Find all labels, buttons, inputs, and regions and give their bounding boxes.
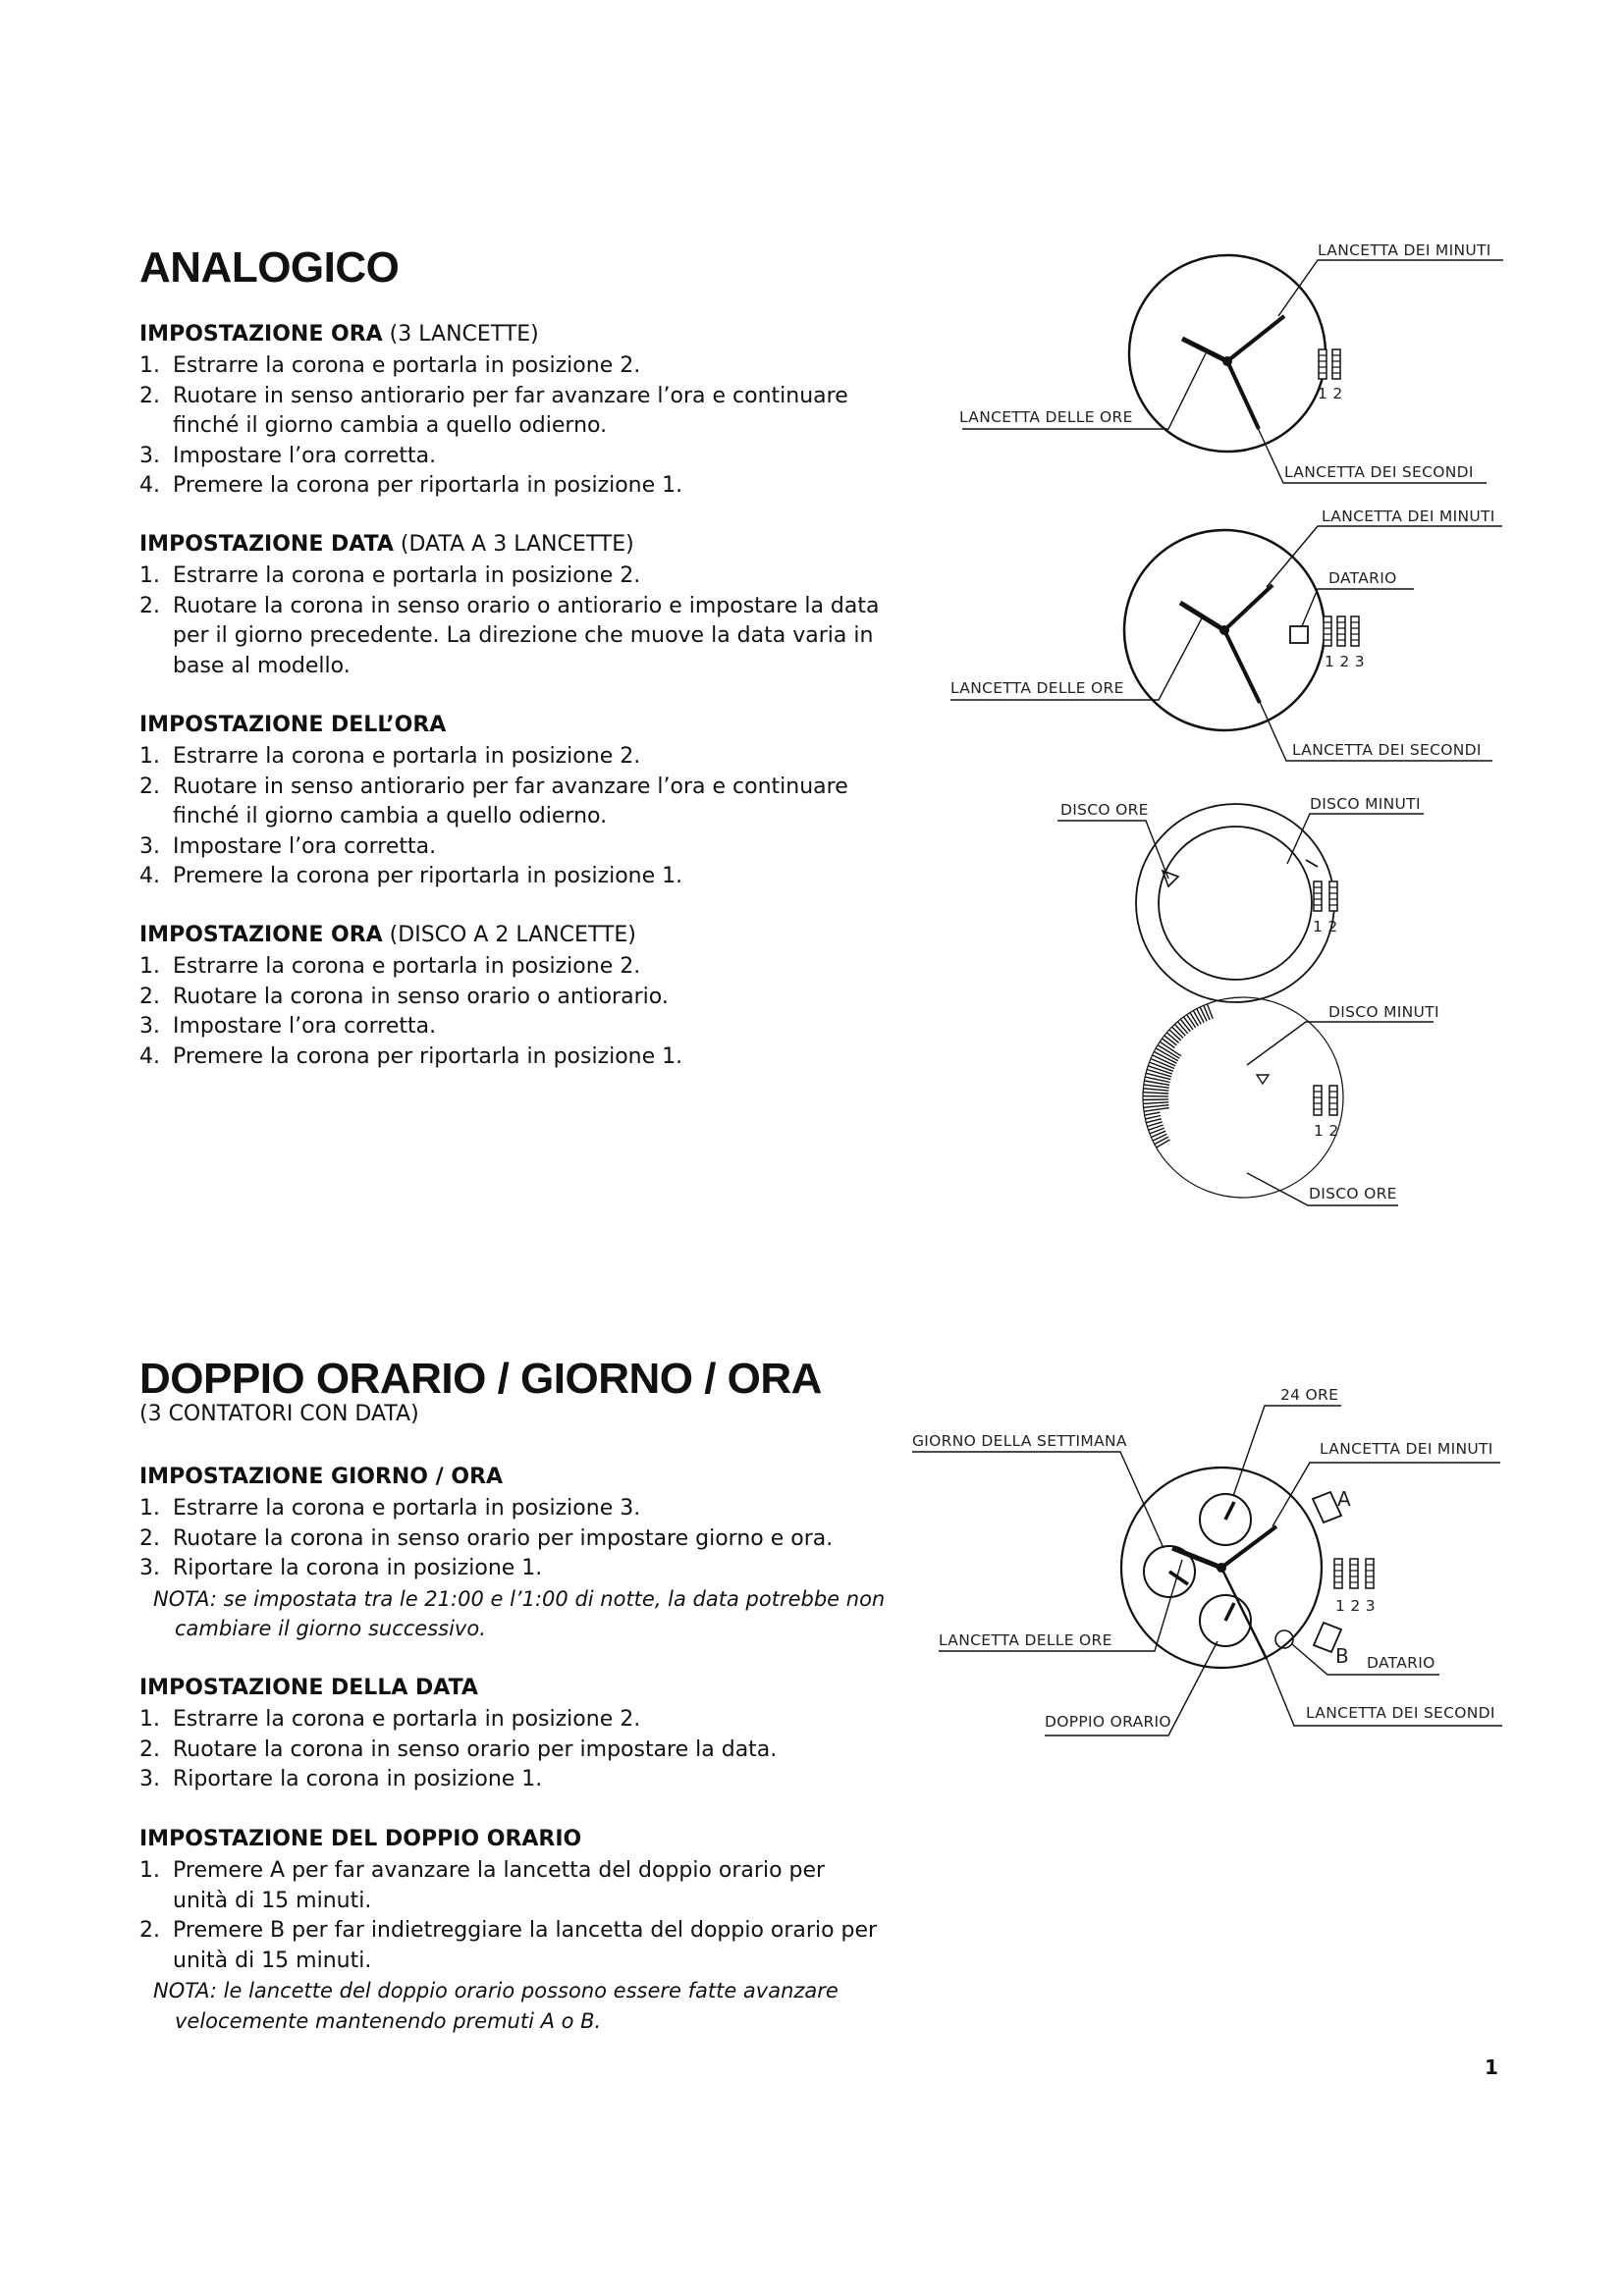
label-date: DATARIO [1328,569,1397,587]
section-heading: IMPOSTAZIONE DATA (DATA A 3 LANCETTE) [139,532,634,557]
crown-positions: 1 2 [1318,385,1343,402]
page-number: 1 [1485,2056,1498,2079]
hour-hand [1182,339,1227,361]
note: NOTA: le lancette del doppio orario possono essere fatte avanzare velocemente mantenendo premuti A o B. [153,1979,839,2033]
list-item: 4. Premere la corona per riportarla in posizione 1. [139,1043,683,1069]
crown-icon [1329,881,1337,911]
list-item: 3. Impostare l’ora corretta. [139,443,437,468]
list-item: 2. Ruotare la corona in senso orario o antiorario. [139,984,669,1009]
list-item: 2. Ruotare in senso antiorario per far avanzare l’ora e continuare finché il giorno cambia a quello odierno. [139,774,848,828]
crown-icon [1314,1086,1322,1115]
list-item: 1. Estrarre la corona e portarla in posizione 3. [139,1496,641,1521]
list-item: 1. Estrarre la corona e portarla in posizione 2. [139,1707,641,1732]
tick-mark [1180,1019,1190,1032]
tick-mark [1144,1108,1169,1112]
diagram-disc-two-hands [1057,795,1424,1002]
analogico-title: ANALOGICO [139,243,400,292]
minute-disc-marker [1257,1075,1269,1084]
list-item: 4. Premere la corona per riportarla in posizione 1. [139,473,683,498]
tick-mark [1155,1137,1168,1145]
label-minute-hand: LANCETTA DEI MINUTI [1320,1440,1493,1458]
diagram-date-three-hands [950,507,1502,761]
crown-positions: 1 2 3 [1325,653,1365,670]
tick-mark [1146,1119,1162,1123]
crown-icon [1351,616,1359,646]
crown-positions: 1 2 [1314,1122,1339,1140]
tick-mark [1145,1112,1161,1115]
diagram-three-hands [959,241,1503,483]
label-hour-disc: DISCO ORE [1060,801,1149,819]
list-item: 2. Ruotare la corona in senso orario per impostare giorno e ora. [139,1525,834,1551]
minute-hand [1224,585,1272,630]
tick-mark [1190,1013,1199,1027]
section-heading: IMPOSTAZIONE DELLA DATA [139,1676,478,1700]
watch-case [1136,804,1334,1002]
hour-hand [1172,1548,1221,1568]
list-item: 2. Premere B per far indietreggiare la lancetta del doppio orario per unità di 15 minuti. [139,1918,878,1973]
tick-mark [1143,1093,1168,1094]
crown-icon [1319,349,1326,379]
watch-case [1129,255,1326,452]
section-heading: IMPOSTAZIONE ORA (3 LANCETTE) [139,322,539,347]
tick-mark [1144,1085,1169,1088]
list-item: 2. Ruotare la corona in senso orario per impostare la data. [139,1736,778,1762]
crown-icon [1314,881,1322,911]
tick-mark [1144,1105,1169,1108]
crown-icon [1332,349,1340,379]
label-pusher-b: B [1335,1644,1350,1668]
crown-icon [1366,1559,1374,1588]
note: NOTA: se impostata tra le 21:00 e l’1:00 di notte, la data potrebbe non cambiare il giorno successivo. [153,1586,886,1640]
tick-mark [1143,1099,1168,1100]
list-item: 1. Estrarre la corona e portarla in posizione 2. [139,954,641,979]
list-item: 3. Riportare la corona in posizione 1. [139,1556,543,1580]
list-item: 4. Premere la corona per riportarla in posizione 1. [139,864,683,888]
crown-icon [1324,616,1331,646]
crown-icon [1329,1086,1337,1115]
label-seconds-hand: LANCETTA DEI SECONDI [1306,1704,1495,1722]
tick-mark [1177,1022,1187,1034]
label-pusher-a: A [1337,1487,1351,1511]
section-heading: IMPOSTAZIONE ORA (DISCO A 2 LANCETTE) [139,923,636,947]
tick-mark [1184,1017,1194,1030]
doppio-orario-title: DOPPIO ORARIO / GIORNO / ORA [139,1355,822,1403]
section-heading: IMPOSTAZIONE DELL’ORA [139,713,447,737]
label-seconds-hand: LANCETTA DEI SECONDI [1284,463,1474,481]
tick-mark [1187,1015,1196,1028]
seconds-hand [1224,630,1260,703]
minute-hand [1227,316,1284,361]
label-minute-hand: LANCETTA DEI MINUTI [1318,241,1491,259]
label-date: DATARIO [1367,1654,1435,1672]
label-hour-hand: LANCETTA DELLE ORE [939,1631,1112,1649]
crown-positions: 1 2 [1313,918,1338,935]
tick-mark [1157,1140,1170,1148]
list-item: 1. Estrarre la corona e portarla in posizione 2. [139,744,641,769]
label-dual-time: DOPPIO ORARIO [1045,1713,1171,1731]
label-seconds-hand: LANCETTA DEI SECONDI [1292,741,1482,759]
tick-marks [1143,1004,1213,1148]
list-item: 3. Impostare l’ora corretta. [139,833,437,859]
tick-mark [1163,1039,1175,1048]
section-heading: IMPOSTAZIONE GIORNO / ORA [139,1465,504,1489]
hour-disc [1159,827,1312,980]
tick-mark [1193,1011,1201,1025]
tick-mark [1143,1102,1168,1104]
crown-icon [1350,1559,1358,1588]
minute-hand [1221,1526,1276,1568]
date-window [1290,626,1308,643]
list-item: 2. Ruotare la corona in senso orario o antiorario e impostare la data per il giorno precedente. La direzione che muove la data varia in base al modello. [139,593,880,678]
diagram-disc-ticks [1143,997,1439,1205]
doppio-orario-subtitle: (3 CONTATORI CON DATA) [139,1402,419,1426]
crown-icon [1337,616,1345,646]
list-item: 1. Estrarre la corona e portarla in posizione 2. [139,563,641,588]
list-item: 3. Riportare la corona in posizione 1. [139,1767,543,1791]
tick-mark [1164,1036,1177,1045]
tick-mark [1166,1033,1178,1042]
tick-mark [1145,1116,1161,1119]
crown-icon [1334,1559,1342,1588]
label-hour-disc: DISCO ORE [1309,1185,1397,1202]
section-heading: IMPOSTAZIONE DEL DOPPIO ORARIO [139,1827,582,1851]
label-minute-hand: LANCETTA DEI MINUTI [1322,507,1495,525]
label-hour-hand: LANCETTA DELLE ORE [959,408,1133,426]
crown-positions: 1 2 3 [1335,1597,1376,1615]
label-24h: 24 ORE [1280,1386,1339,1404]
list-item: 1. Estrarre la corona e portarla in posizione 2. [139,353,641,378]
label-hour-hand: LANCETTA DELLE ORE [950,679,1124,697]
diagram-chronograph [912,1386,1502,1735]
list-item: 1. Premere A per far avanzare la lancetta del doppio orario per unità di 15 minuti. [139,1858,826,1913]
label-minute-disc: DISCO MINUTI [1328,1003,1439,1021]
tick-mark [1169,1030,1181,1041]
label-minute-disc: DISCO MINUTI [1310,795,1421,813]
tick-mark [1197,1009,1205,1023]
tick-mark [1143,1089,1168,1091]
label-day-of-week: GIORNO DELLA SETTIMANA [912,1432,1127,1450]
list-item: 2. Ruotare in senso antiorario per far avanzare l’ora e continuare finché il giorno cambia a quello odierno. [139,383,848,438]
list-item: 3. Impostare l’ora corretta. [139,1014,437,1039]
